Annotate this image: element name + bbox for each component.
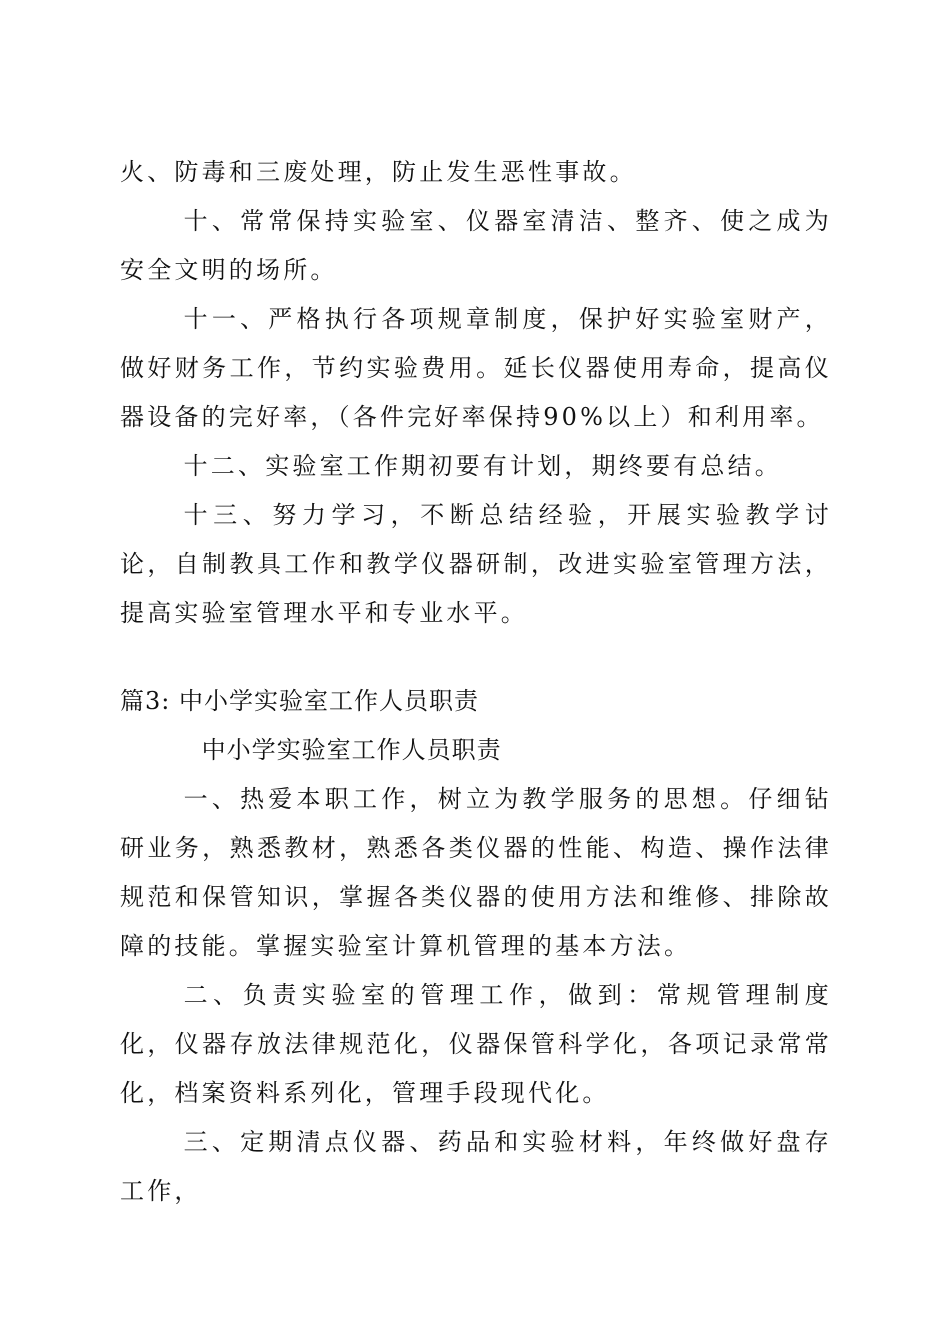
paragraph-item-13: 十三、努力学习，不断总结经验，开展实验教学讨论，自制教具工作和教学仪器研制，改进实验室管理方法，提高实验室管理水平和专业水平。 bbox=[120, 501, 832, 627]
paragraph-continuation: 火、防毒和三废处理，防止发生恶性事故。 bbox=[120, 158, 637, 186]
document-page bbox=[120, 148, 832, 1216]
section-subtitle: 中小学实验室工作人员职责 bbox=[201, 736, 502, 764]
paragraph-item-2: 二、负责实验室的管理工作，做到：常规管理制度化，仪器存放法律规范化，仪器保管科学化，各项记录常常化，档案资料系列化，管理手段现代化。 bbox=[120, 981, 832, 1107]
paragraph-item-3: 三、定期清点仪器、药品和实验材料，年终做好盘存工作， bbox=[120, 1128, 832, 1205]
section-title: 篇3: 中小学实验室工作人员职责 bbox=[120, 687, 479, 715]
paragraph-item-1: 一、热爱本职工作，树立为教学服务的思想。仔细钻研业务，熟悉教材，熟悉各类仪器的性能、构造、操作法律规范和保管知识，掌握各类仪器的使用方法和维修、排除故障的技能。掌握实验室计算机管理的基本方法。 bbox=[120, 785, 832, 960]
paragraph-item-11: 十一、严格执行各项规章制度，保护好实验室财产，做好财务工作，节约实验费用。延长仪器使用寿命，提高仪器设备的完好率，（各件完好率保持90%以上）和利用率。 bbox=[120, 305, 832, 431]
paragraph-item-10: 十、常常保持实验室、仪器室清洁、整齐、使之成为安全文明的场所。 bbox=[120, 207, 832, 284]
paragraph-item-12: 十二、实验室工作期初要有计划，期终要有总结。 bbox=[183, 452, 782, 480]
